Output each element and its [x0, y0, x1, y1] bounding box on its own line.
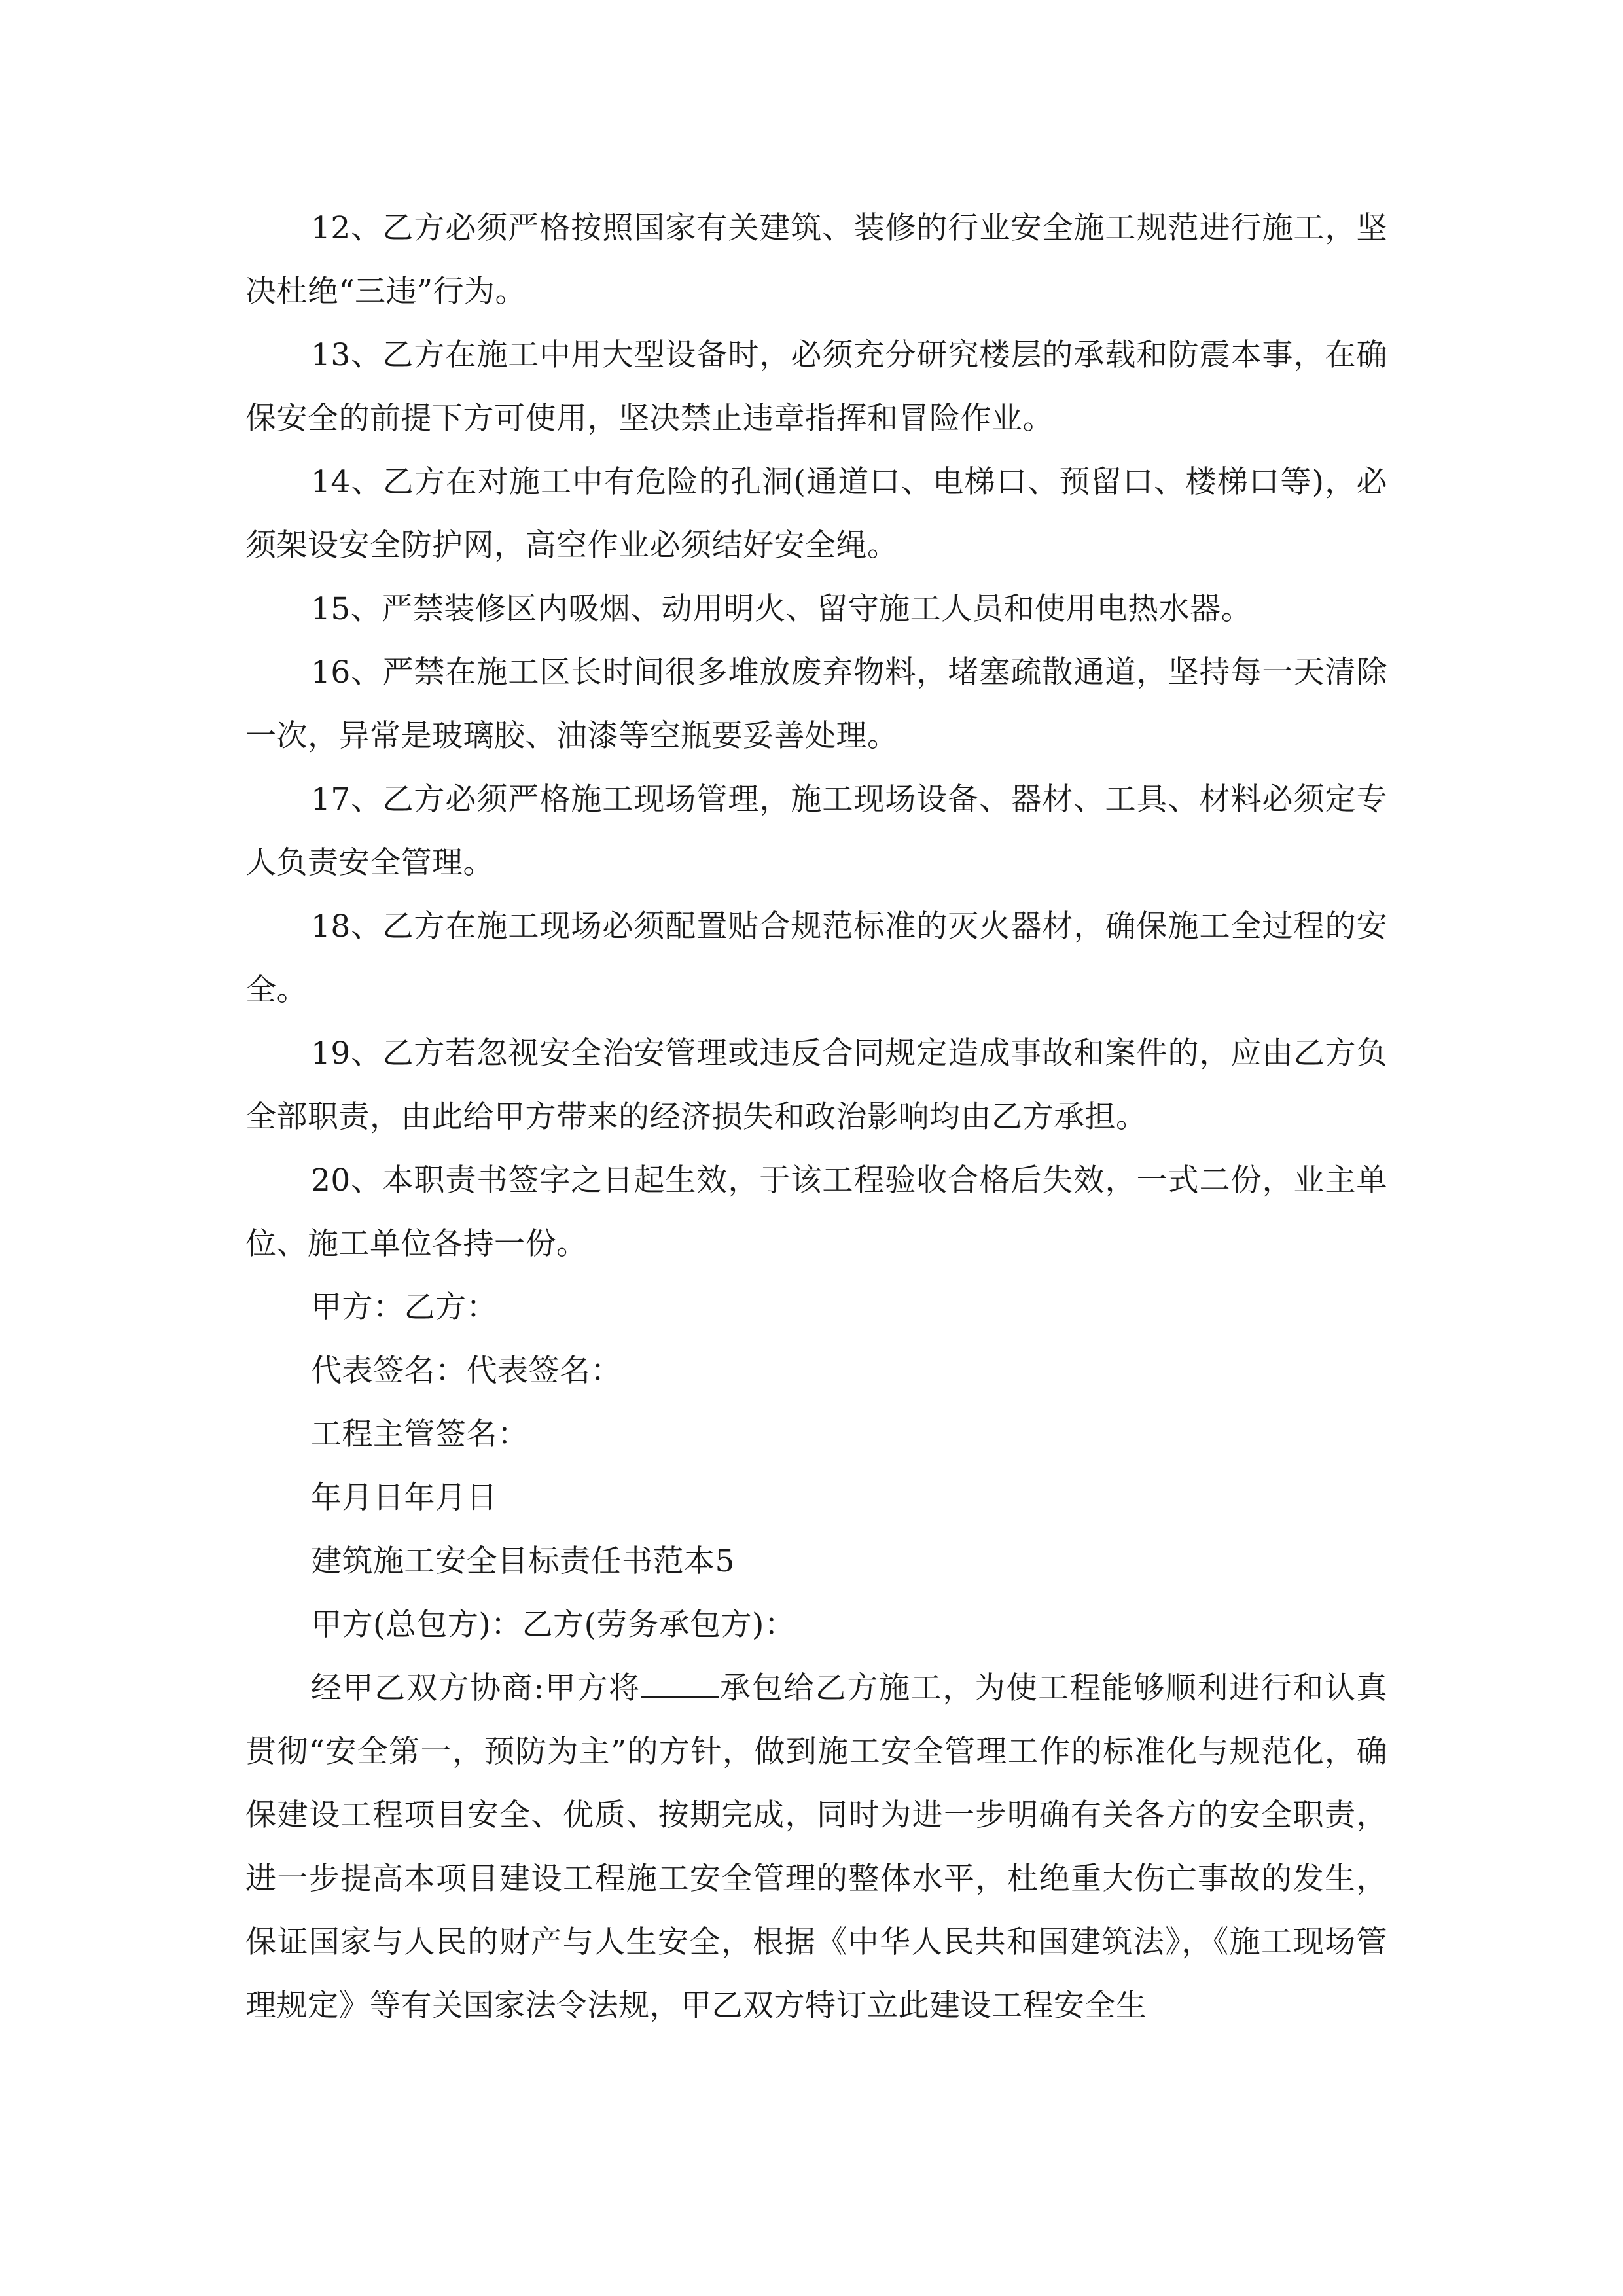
section-title: 建筑施工安全目标责任书范本5 [311, 1543, 735, 1579]
intro-before-blank: 经甲乙双方协商:甲方将 [311, 1670, 641, 1706]
signature-representatives: 代表签名：代表签名： [311, 1353, 622, 1389]
section-parties: 甲方(总包方)：乙方(劳务承包方)： [311, 1607, 796, 1643]
signature-dates: 年月日年月日 [311, 1480, 497, 1516]
signature-parties: 甲方：乙方： [311, 1289, 497, 1325]
clause-16: 16、严禁在施工区长时间很多堆放废弃物料，堵塞疏散通道，坚持每一天清除一次，异常是玻璃胶、油漆等空瓶要妥善处理。 [245, 655, 1387, 754]
clause-15: 15、严禁装修区内吸烟、动用明火、留守施工人员和使用电热水器。 [311, 591, 1253, 627]
fill-in-blank [641, 1670, 719, 1698]
clause-18: 18、乙方在施工现场必须配置贴合规范标准的灭火器材，确保施工全过程的安全。 [245, 908, 1387, 1008]
clause-13: 13、乙方在施工中用大型设备时，必须充分研究楼层的承载和防震本事，在确保安全的前提下方可使用，坚决禁止违章指挥和冒险作业。 [245, 337, 1387, 437]
intro-after-blank: 承包给乙方施工，为使工程能够顺利进行和认真贯彻“安全第一，预防为主”的方针，做到施工安全管理工作的标准化与规范化，确保建设工程项目安全、优质、按期完成，同时为进一步明确有关各方的安全职责，进一步提高本项目建设工程施工安全管理的整体水平，杜绝重大伤亡事故的发生，保证国家与人民的财产与人生安全，根据《中华人民共和国建筑法》，《施工现场管理规定》等有关国家法令法规，甲乙双方特订立此建设工程安全生 [245, 1670, 1387, 2024]
clause-17: 17、乙方必须严格施工现场管理，施工现场设备、器材、工具、材料必须定专人负责安全管理。 [245, 781, 1387, 881]
clause-20: 20、本职责书签字之日起生效，于该工程验收合格后失效，一式二份，业主单位、施工单位各持一份。 [245, 1162, 1387, 1262]
clause-14: 14、乙方在对施工中有危险的孔洞(通道口、电梯口、预留口、楼梯口等)，必须架设安全防护网，高空作业必须结好安全绳。 [245, 464, 1387, 564]
signature-manager: 工程主管签名： [311, 1416, 529, 1452]
document-body [245, 196, 1387, 2037]
clause-12: 12、乙方必须严格按照国家有关建筑、装修的行业安全施工规范进行施工，坚决杜绝“三违”行为。 [245, 210, 1387, 310]
clause-19: 19、乙方若忽视安全治安管理或违反合同规定造成事故和案件的，应由乙方负全部职责，由此给甲方带来的经济损失和政治影响均由乙方承担。 [245, 1035, 1387, 1135]
section-intro [245, 1657, 1387, 2037]
